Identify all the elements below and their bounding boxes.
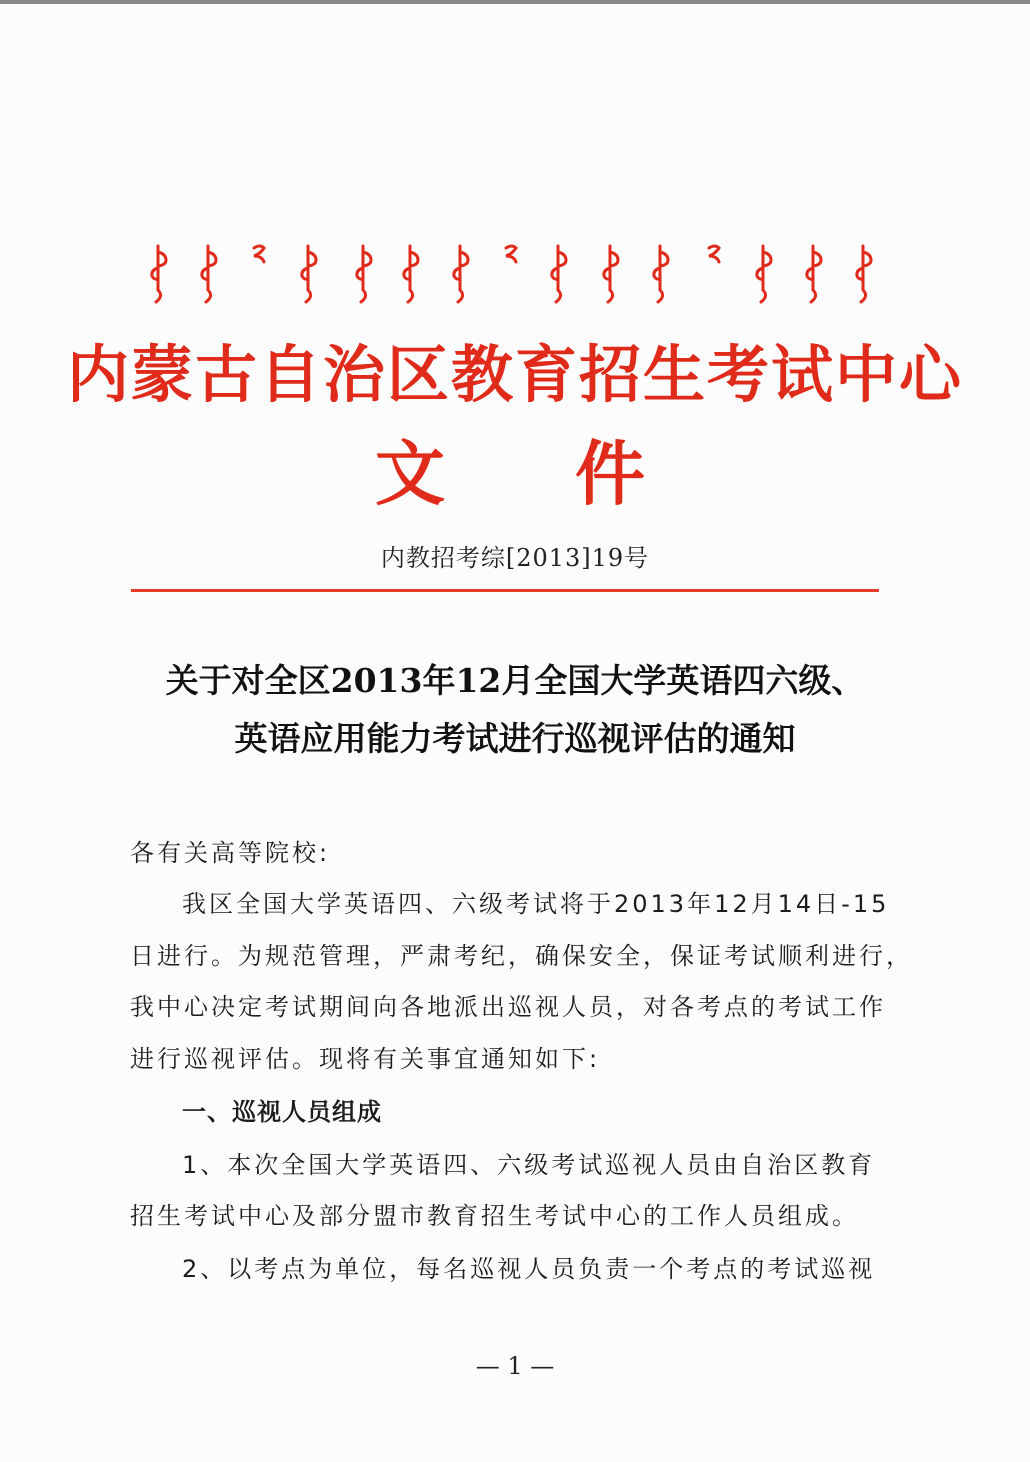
- organization-name: 内蒙古自治区教育招生考试中心: [66, 338, 963, 411]
- item-1-line-1: 1、本次全国大学英语四、六级考试巡视人员由自治区教育: [182, 1151, 876, 1179]
- document-word-2: 件: [575, 433, 645, 515]
- document-word-1: 文: [375, 433, 445, 515]
- red-separator-rule: [131, 589, 879, 592]
- paragraph-1-line-2: 日进行。为规范管理，严肃考纪，确保安全，保证考试顺利进行，: [130, 942, 913, 970]
- salutation: 各有关高等院校:: [130, 839, 331, 867]
- mongolian-glyph: [152, 246, 166, 302]
- mongolian-glyph: [757, 246, 771, 302]
- mongolian-glyph: [709, 246, 719, 262]
- page-number: — 1 —: [475, 1352, 555, 1380]
- notice-title-line-2: 英语应用能力考试进行巡视评估的通知: [234, 719, 796, 758]
- mongolian-script-line: [148, 238, 878, 308]
- mongolian-glyph: [254, 246, 264, 262]
- mongolian-glyph: [404, 246, 418, 302]
- notice-title-line-1: 关于对全区2013年12月全国大学英语四六级、: [165, 661, 865, 700]
- paragraph-1-line-1: 我区全国大学英语四、六级考试将于2013年12月14日-15: [182, 890, 890, 918]
- mongolian-glyph: [202, 246, 216, 302]
- item-1-line-2: 招生考试中心及部分盟市教育招生考试中心的工作人员组成。: [130, 1202, 859, 1230]
- mongolian-glyph: [857, 246, 871, 302]
- paragraph-1-line-3: 我中心决定考试期间向各地派出巡视人员，对各考点的考试工作: [130, 993, 886, 1021]
- mongolian-glyph: [357, 246, 371, 302]
- scan-edge: [0, 0, 1030, 4]
- item-2-line-1: 2、以考点为单位，每名巡视人员负责一个考点的考试巡视: [182, 1255, 876, 1283]
- mongolian-glyph: [302, 246, 316, 302]
- mongolian-glyph: [454, 246, 468, 302]
- mongolian-glyph: [807, 246, 821, 302]
- mongolian-glyph: [552, 246, 566, 302]
- mongolian-glyph: [506, 246, 516, 262]
- section-1-heading: 一、巡视人员组成: [182, 1098, 382, 1126]
- mongolian-glyph: [604, 246, 618, 302]
- document-number: 内教招考综[2013]19号: [380, 544, 650, 572]
- mongolian-glyph: [654, 246, 668, 302]
- paragraph-1-line-4: 进行巡视评估。现将有关事宜通知如下:: [130, 1045, 601, 1073]
